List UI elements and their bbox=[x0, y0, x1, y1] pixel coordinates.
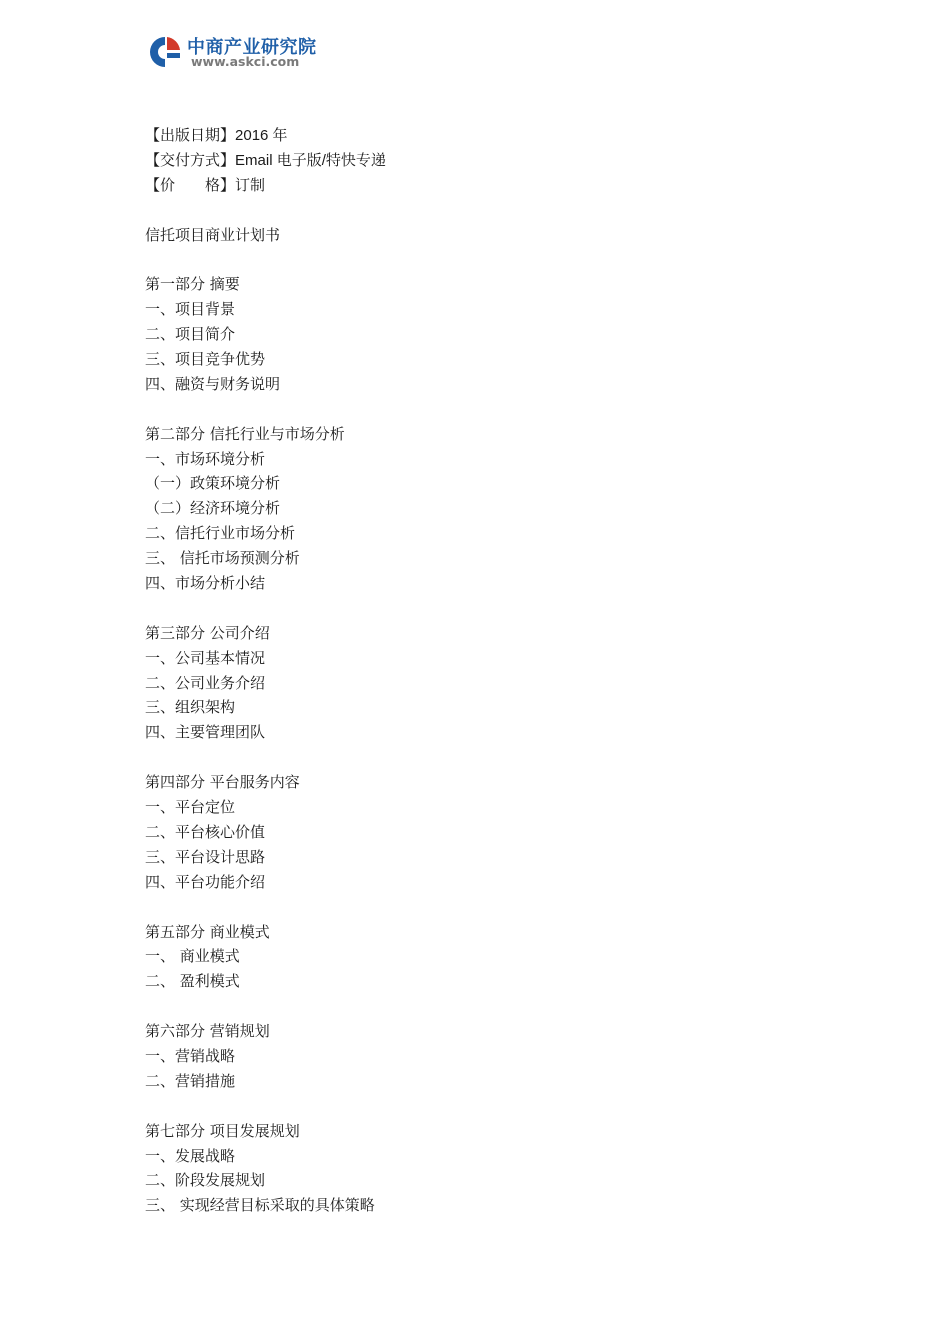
toc-item: （一）政策环境分析 bbox=[145, 474, 281, 493]
toc-item: 一、市场环境分析 bbox=[145, 449, 266, 468]
delivery-value: Email 电子版/特快专递 bbox=[235, 151, 386, 169]
logo-website: www.askci.com bbox=[191, 54, 300, 69]
askci-logo-icon bbox=[147, 34, 183, 70]
toc-item: 二、信托行业市场分析 bbox=[145, 524, 296, 543]
price-row bbox=[145, 173, 845, 198]
toc-item: 四、市场分析小结 bbox=[145, 574, 266, 593]
toc-item: 四、平台功能介绍 bbox=[145, 872, 266, 891]
toc-item: 三、 信托市场预测分析 bbox=[145, 549, 300, 568]
toc-item: 三、组织架构 bbox=[145, 698, 236, 717]
publish-date-value: 2016 年 bbox=[235, 127, 288, 144]
section-title: 第六部分 营销规划 bbox=[145, 1022, 270, 1041]
toc-item: 三、 实现经营目标采取的具体策略 bbox=[145, 1196, 375, 1215]
toc-item: 一、平台定位 bbox=[145, 798, 236, 817]
toc-item: 二、公司业务介绍 bbox=[145, 673, 266, 692]
company-logo bbox=[147, 32, 337, 72]
toc-item: 一、项目背景 bbox=[145, 300, 236, 319]
toc-item: 二、项目简介 bbox=[145, 325, 236, 344]
delivery-row bbox=[145, 148, 845, 173]
toc-item: 二、阶段发展规划 bbox=[145, 1171, 266, 1190]
publish-date-row bbox=[145, 123, 845, 148]
toc-item: 一、发展战略 bbox=[145, 1146, 236, 1165]
toc-item: 二、 盈利模式 bbox=[145, 972, 240, 991]
section-title: 第二部分 信托行业与市场分析 bbox=[145, 424, 345, 443]
toc-item: 一、 商业模式 bbox=[145, 947, 240, 966]
toc-item: 一、公司基本情况 bbox=[145, 648, 266, 667]
toc-item: 二、营销措施 bbox=[145, 1071, 236, 1090]
section-title: 第三部分 公司介绍 bbox=[145, 623, 270, 642]
price-label: 【价 格】 bbox=[145, 175, 236, 194]
toc-item: 四、融资与财务说明 bbox=[145, 374, 281, 393]
document-body bbox=[145, 123, 845, 1218]
toc-item: 一、营销战略 bbox=[145, 1046, 236, 1065]
toc-item: 三、平台设计思路 bbox=[145, 847, 266, 866]
section-title: 第一部分 摘要 bbox=[145, 275, 240, 294]
toc-item: （二）经济环境分析 bbox=[145, 499, 281, 518]
delivery-label: 【交付方式】 bbox=[145, 150, 236, 169]
logo-chinese-name: 中商产业研究院 bbox=[187, 37, 317, 58]
toc-item: 二、平台核心价值 bbox=[145, 822, 266, 841]
toc-item: 四、主要管理团队 bbox=[145, 723, 266, 742]
section-title: 第四部分 平台服务内容 bbox=[145, 773, 300, 792]
document-title: 信托项目商业计划书 bbox=[145, 225, 281, 244]
section-title: 第五部分 商业模式 bbox=[145, 922, 270, 941]
toc-item: 三、项目竞争优势 bbox=[145, 350, 266, 369]
publish-date-label: 【出版日期】 bbox=[145, 126, 236, 144]
price-value: 订制 bbox=[235, 176, 266, 194]
table-of-contents bbox=[145, 272, 845, 1218]
section-title: 第七部分 项目发展规划 bbox=[145, 1121, 300, 1140]
